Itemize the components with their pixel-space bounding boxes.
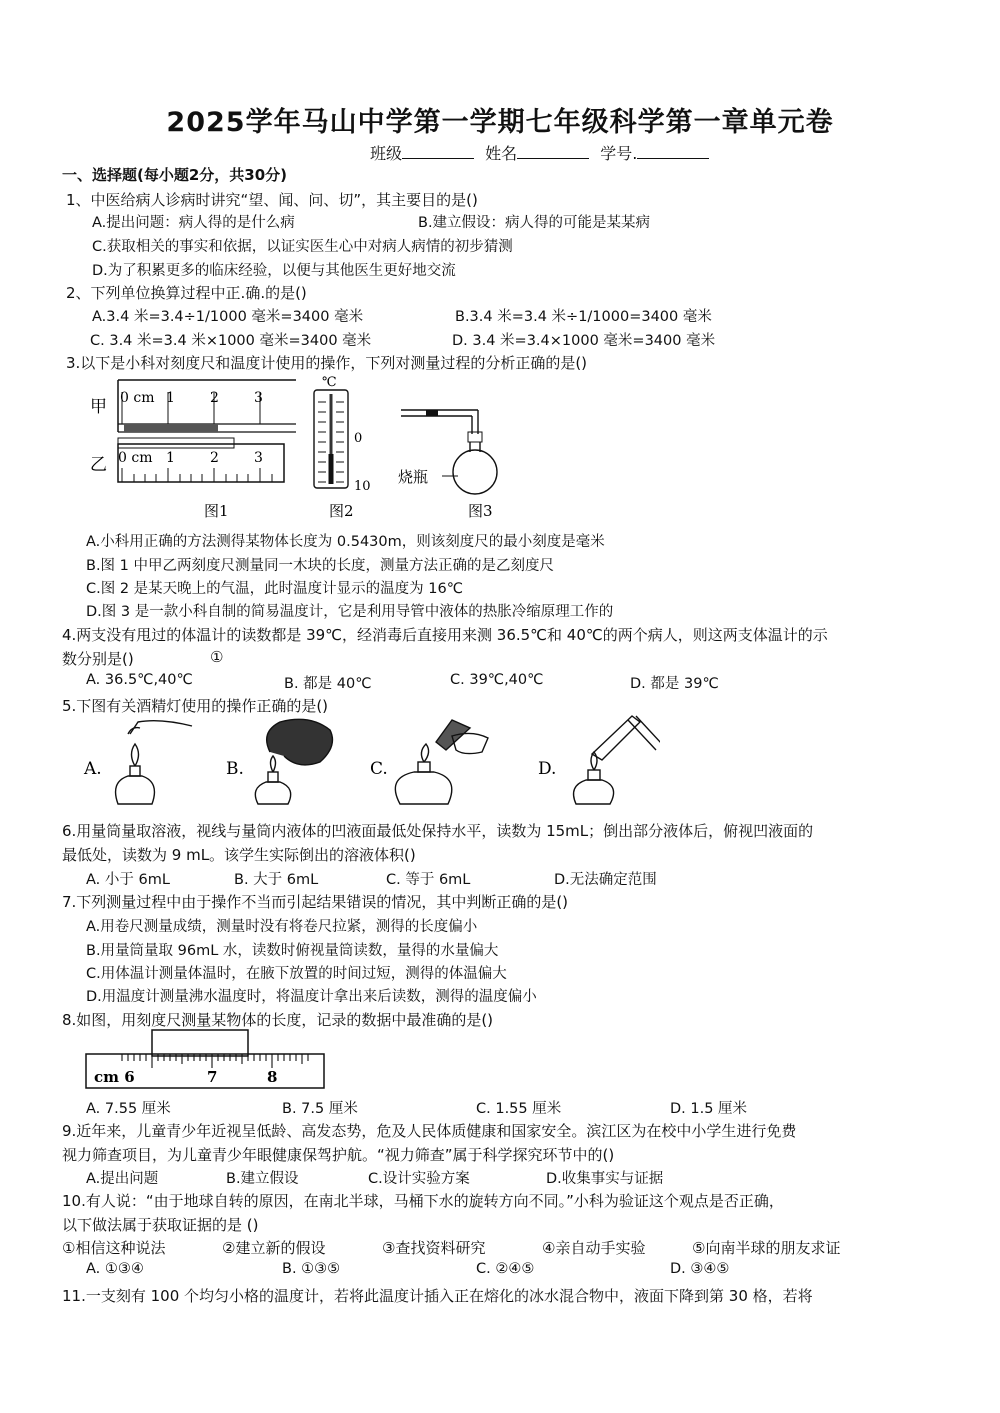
- q10-item-4: ④亲自动手实验: [542, 1239, 646, 1257]
- q10-item-1: ①相信这种说法: [62, 1239, 166, 1257]
- q8-option-c: C. 1.55 厘米: [476, 1101, 562, 1117]
- q2-stem: 2、下列单位换算过程中正.确.的是(): [66, 284, 307, 302]
- q3-figures: [86, 372, 526, 522]
- yi-tick-3: 3: [254, 450, 263, 466]
- q5-label-b: B.: [226, 759, 244, 779]
- q2-option-c: C. 3.4 米=3.4 米×1000 毫米=3400 毫米: [90, 333, 372, 349]
- fig2-caption: 图2: [329, 502, 354, 520]
- yi-tick-1: 1: [166, 450, 175, 466]
- ruler-jia: [118, 380, 296, 432]
- q9-option-d: D.收集事实与证据: [546, 1171, 664, 1187]
- q1-option-c: C.获取相关的事实和依据，以证实医生心中对病人病情的初步猜测: [92, 239, 513, 255]
- q8-option-d: D. 1.5 厘米: [670, 1101, 748, 1117]
- fig1-caption: 图1: [204, 502, 229, 520]
- q1-option-b: B.建立假设：病人得的可能是某某病: [418, 215, 651, 231]
- q4-handwritten-mark: ①: [210, 648, 224, 666]
- name-blank: [517, 144, 589, 159]
- q10-stem-line1: 10.有人说：“由于地球自转的原因，在南北半球，马桶下水的旋转方向不同。”小科为验证这个观点是否正确，: [62, 1192, 784, 1210]
- yi-cm: 0 cm: [118, 450, 153, 466]
- celsius-unit: ℃: [322, 375, 337, 390]
- class-label: 班级: [370, 144, 403, 163]
- q10-option-a: A. ①③④: [86, 1261, 144, 1277]
- name-label: 姓名: [485, 144, 518, 163]
- q6-option-d: D.无法确定范围: [554, 872, 657, 888]
- q4-stem-line1: 4.两支没有甩过的体温计的读数都是 39℃，经消毒后直接用来测 36.5℃和 40℃的两个病人，则这两支体温计的示: [62, 626, 828, 644]
- q4-stem-line2: 数分别是(): [62, 650, 134, 668]
- q7-option-b: B.用量筒量取 96mL 水，读数时俯视量筒读数，量得的水量偏大: [86, 943, 499, 959]
- q10-item-3: ③查找资料研究: [382, 1239, 486, 1257]
- id-blank: [637, 144, 709, 159]
- q10-stem-line2: 以下做法属于获取证据的是 (): [62, 1216, 259, 1234]
- q1-option-d: D.为了积累更多的临床经验，以便与其他医生更好地交流: [92, 263, 456, 279]
- jia-tick-2: 2: [210, 390, 219, 406]
- q6-option-c: C. 等于 6mL: [386, 872, 471, 888]
- q9-option-a: A.提出问题: [86, 1171, 159, 1187]
- q7-option-d: D.用温度计测量沸水温度时，将温度计拿出来后读数，测得的温度偏小: [86, 989, 537, 1005]
- id-label: 学号.: [600, 144, 638, 163]
- q8-ruler-7: 7: [207, 1068, 218, 1086]
- q8-ruler-figure: [80, 1028, 330, 1094]
- fig3-caption: 图3: [468, 502, 493, 520]
- q8-ruler-cm6: cm 6: [94, 1068, 135, 1086]
- flask-label: 烧瓶: [398, 468, 429, 486]
- q4-option-a: A. 36.5℃,40℃: [86, 672, 193, 688]
- student-info: [370, 141, 715, 164]
- lamp-d: [574, 716, 660, 804]
- q9-option-c: C.设计实验方案: [368, 1171, 470, 1187]
- q9-option-b: B.建立假设: [226, 1171, 299, 1187]
- q9-stem-line2: 视力筛查项目，为儿童青少年眼健康保驾护航。“视力筛查”属于科学探究环节中的(): [62, 1146, 615, 1164]
- q8-stem: 8.如图，用刻度尺测量某物体的长度，记录的数据中最准确的是(): [62, 1011, 494, 1029]
- class-blank: [402, 144, 474, 159]
- q4-option-c: C. 39℃,40℃: [450, 672, 544, 688]
- q8-ruler-8: 8: [267, 1068, 278, 1086]
- q10-option-c: C. ②④⑤: [476, 1261, 535, 1277]
- q11-stem: 11.一支刻有 100 个均匀小格的温度计，若将此温度计插入正在熔化的冰水混合物中，液面下降到第 30 格，若将: [62, 1287, 813, 1305]
- q5-label-c: C.: [370, 759, 388, 779]
- label-yi: 乙: [90, 455, 107, 475]
- jia-tick-1: 1: [166, 390, 175, 406]
- q8-option-b: B. 7.5 厘米: [282, 1101, 358, 1117]
- q10-option-d: D. ③④⑤: [670, 1261, 730, 1277]
- q3-option-b: B.图 1 中甲乙两刻度尺测量同一木块的长度，测量方法正确的是乙刻度尺: [86, 558, 554, 574]
- q10-item-5: ⑤向南半球的朋友求证: [692, 1239, 841, 1257]
- lamp-a: [116, 721, 192, 804]
- q5-label-a: A.: [84, 759, 102, 779]
- label-jia: 甲: [90, 397, 107, 417]
- jia-cm: 0 cm: [120, 390, 155, 406]
- thermometer: [314, 390, 348, 488]
- q7-option-a: A.用卷尺测量成绩，测量时没有将卷尺拉紧，测得的长度偏小: [86, 919, 478, 935]
- q10-option-b: B. ①③⑤: [282, 1261, 341, 1277]
- q3-option-c: C.图 2 是某天晚上的气温，此时温度计显示的温度为 16℃: [86, 581, 464, 597]
- page-title: 2025学年马山中学第一学期七年级科学第一章单元卷: [166, 107, 834, 138]
- q2-option-b: B.3.4 米=3.4 米÷1/1000=3400 毫米: [455, 309, 712, 325]
- measured-block: [152, 1030, 248, 1056]
- q3-option-a: A.小科用正确的方法测得某物体长度为 0.5430m，则该刻度尺的最小刻度是毫米: [86, 534, 605, 550]
- thermo-zero: 0: [354, 431, 363, 446]
- jia-tick-3: 3: [254, 390, 263, 406]
- q5-stem: 5.下图有关酒精灯使用的操作正确的是(): [62, 697, 329, 715]
- q8-option-a: A. 7.55 厘米: [86, 1101, 171, 1117]
- q6-option-a: A. 小于 6mL: [86, 872, 170, 888]
- q6-option-b: B. 大于 6mL: [234, 872, 319, 888]
- lamp-c: [395, 720, 488, 804]
- q5-label-d: D.: [538, 759, 557, 779]
- q5-alcohol-lamp-figures: [80, 712, 660, 812]
- q6-stem-line1: 6.用量筒量取溶液，视线与量筒内液体的凹液面最低处保持水平，读数为 15mL；倒出部分液体后，俯视凹液面的: [62, 822, 814, 840]
- q1-stem: 1、中医给病人诊病时讲究“望、闻、问、切”，其主要目的是(): [66, 191, 478, 209]
- q2-option-a: A.3.4 米=3.4÷1/1000 毫米=3400 毫米: [92, 309, 364, 325]
- q7-option-c: C.用体温计测量体温时，在腋下放置的时间过短，测得的体温偏大: [86, 966, 507, 982]
- q1-option-a: A.提出问题：病人得的是什么病: [92, 215, 295, 231]
- q9-stem-line1: 9.近年来，儿童青少年近视呈低龄、高发态势，危及人民体质健康和国家安全。滨江区为在校中小学生进行免费: [62, 1122, 797, 1140]
- q10-item-2: ②建立新的假设: [222, 1239, 326, 1257]
- q6-stem-line2: 最低处，读数为 9 mL。该学生实际倒出的溶液体积(): [62, 846, 416, 864]
- q3-option-d: D.图 3 是一款小科自制的简易温度计，它是利用导管中液体的热胀冷缩原理工作的: [86, 604, 614, 620]
- section-heading: 一、选择题(每小题2分，共30分): [62, 166, 288, 184]
- yi-tick-2: 2: [210, 450, 219, 466]
- q3-stem: 3.以下是小科对刻度尺和温度计使用的操作，下列对测量过程的分析正确的是(): [66, 354, 588, 372]
- q4-option-d: D. 都是 39℃: [630, 676, 719, 692]
- thermo-ten: 10: [354, 479, 371, 494]
- q7-stem: 7.下列测量过程中由于操作不当而引起结果错误的情况，其中判断正确的是(): [62, 893, 569, 911]
- lamp-b: [255, 719, 332, 804]
- q2-option-d: D. 3.4 米=3.4×1000 毫米=3400 毫米: [452, 333, 716, 349]
- q4-option-b: B. 都是 40℃: [284, 676, 372, 692]
